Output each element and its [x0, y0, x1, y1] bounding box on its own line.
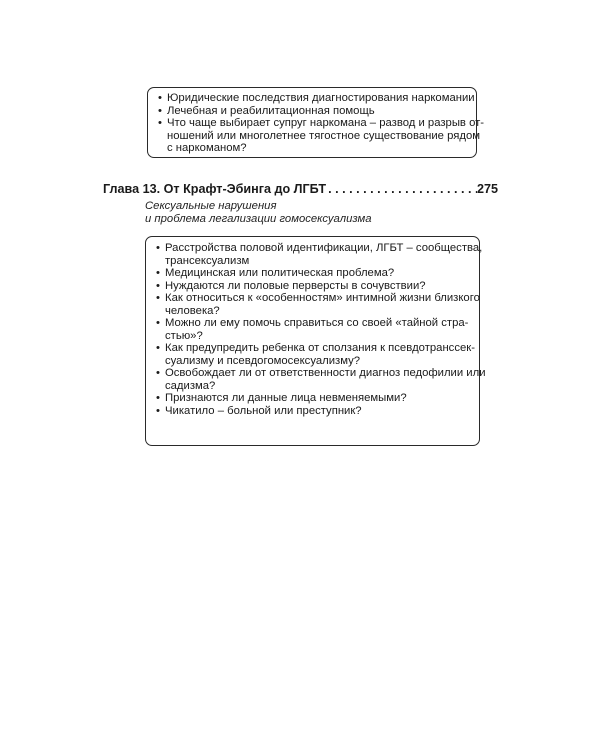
topics-list	[156, 242, 486, 417]
topics-box-previous-chapter	[147, 87, 485, 158]
chapter-heading[interactable]	[103, 182, 498, 200]
dot-leader	[326, 182, 477, 196]
list-item: • Медицинская или политическая проблема?	[156, 267, 469, 280]
list-item: • Расстройства половой идентификации, ЛГБТ – сообщества, трансексуализм	[156, 242, 469, 267]
list-item: • Нуждаются ли половые перверсты в сочувствии?	[156, 280, 469, 293]
list-item: • Освобождает ли от ответственности диагноз педофилии или садизма?	[156, 367, 469, 392]
chapter-page-number: 275	[476, 182, 498, 196]
topics-box-chapter-13	[145, 236, 486, 446]
list-item: • Лечебная и реабилитационная помощь	[158, 105, 466, 118]
list-item: • Как предупредить ребенка от сползания к псевдотранссек- суализму и псевдогомосексуализму?	[156, 342, 469, 367]
list-item: • Признаются ли данные лица невменяемыми?	[156, 392, 469, 405]
topics-list	[158, 92, 485, 155]
chapter-title: Глава 13. От Крафт-Эбинга до ЛГБТ	[103, 182, 327, 196]
list-item: • Можно ли ему помочь справиться со своей «тайной стра- стью»?	[156, 317, 469, 342]
chapter-subtitle: Сексуальные нарушения и проблема легализации гомосексуализма	[145, 200, 372, 225]
list-item: • Чикатило – больной или преступник?	[156, 405, 469, 418]
list-item: • Как относиться к «особенностям» интимной жизни близкого человека?	[156, 292, 469, 317]
list-item: • Юридические последствия диагностирования наркомании	[158, 92, 466, 105]
list-item: • Что чаще выбирает супруг наркомана – развод и разрыв от- ношений или многолетнее тягостное существование рядом с наркоманом?	[158, 117, 466, 155]
